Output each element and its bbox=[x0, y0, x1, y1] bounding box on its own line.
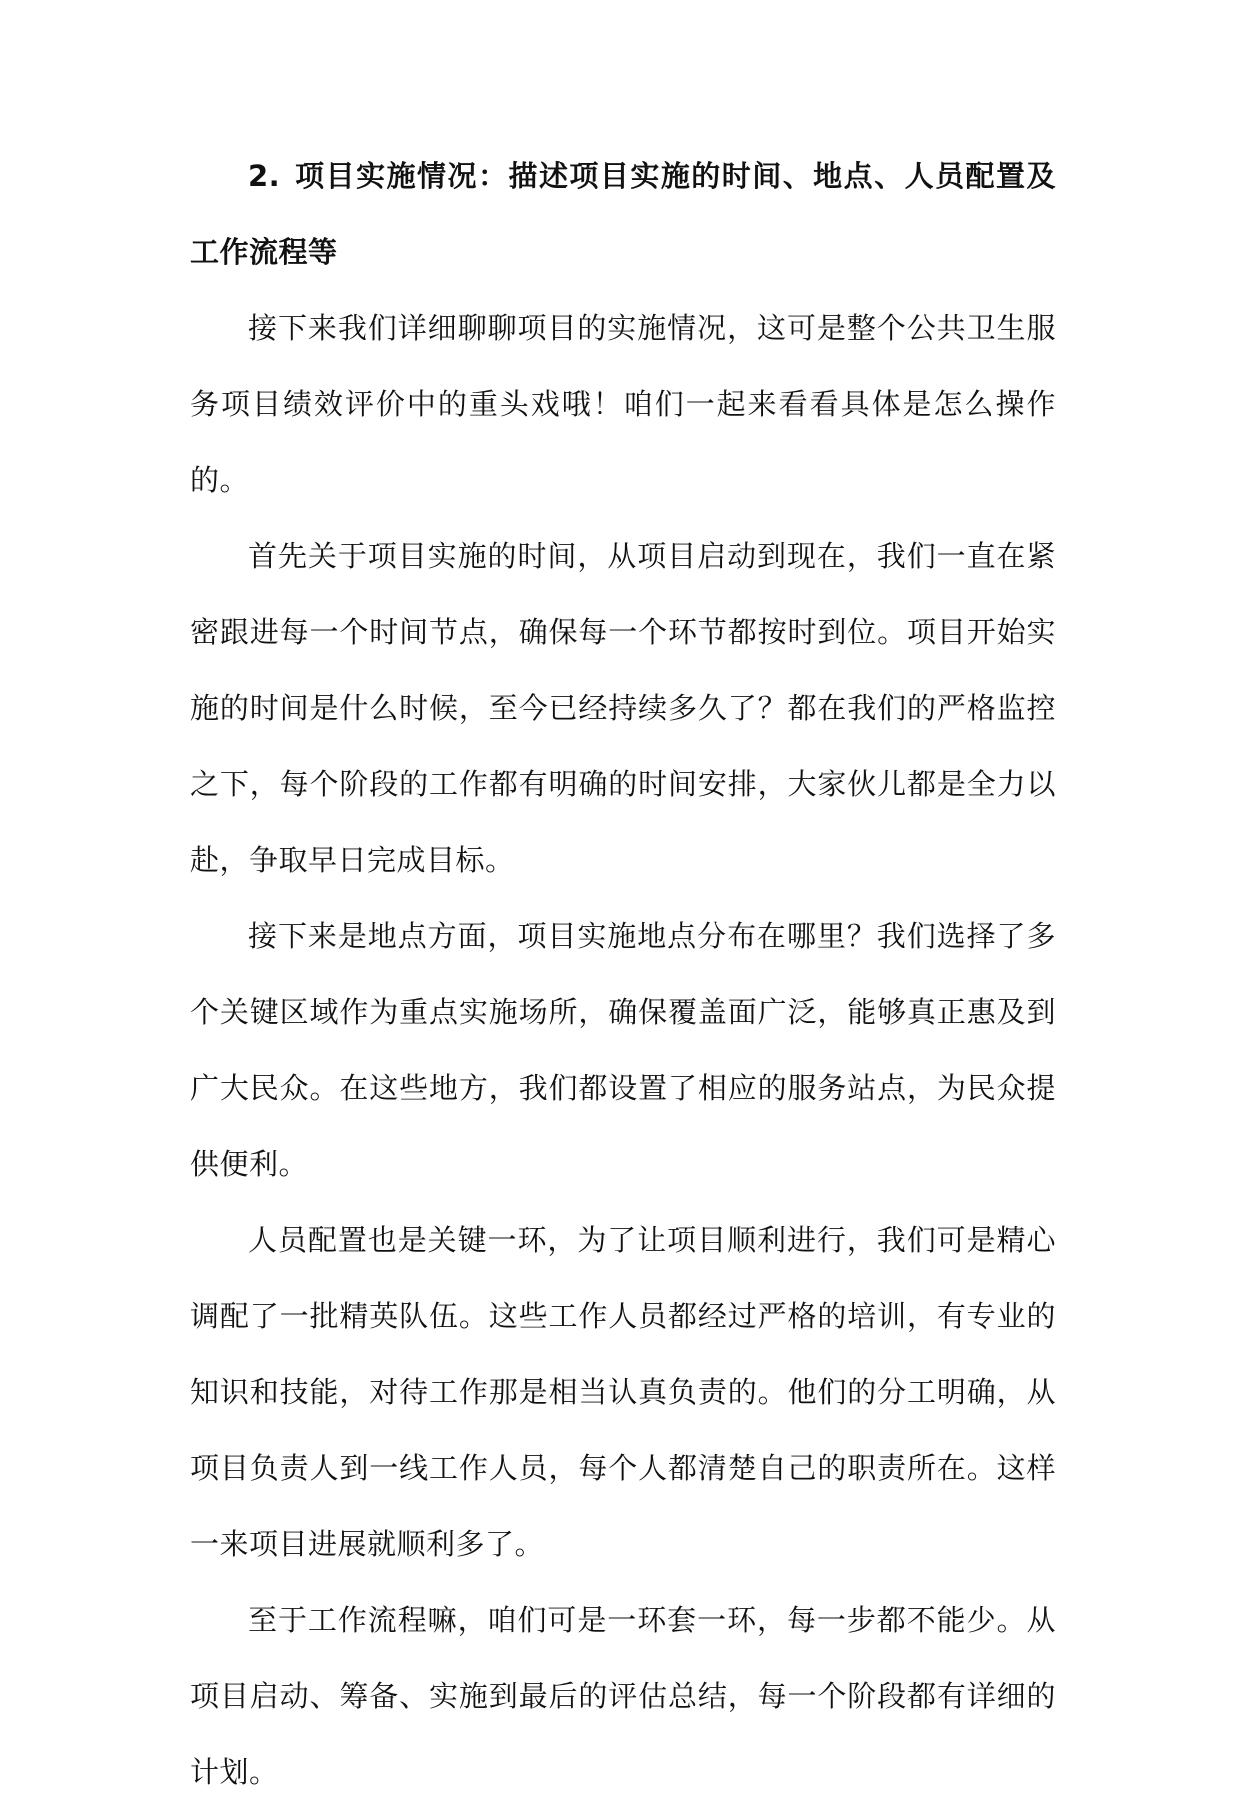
paragraph-time: 首先关于项目实施的时间，从项目启动到现在，我们一直在紧密跟进每一个时间节点，确保每一个环节都按时到位。项目开始实施的时间是什么时候，至今已经持续多久了？都在我们的严格监控之下，每个阶段的工作都有明确的时间安排，大家伙儿都是全力以赴，争取早日完成目标。 bbox=[190, 539, 1056, 877]
paragraph-intro: 接下来我们详细聊聊项目的实施情况，这可是整个公共卫生服务项目绩效评价中的重头戏哦！咱们一起来看看具体是怎么操作的。 bbox=[190, 311, 1056, 497]
document-body bbox=[190, 138, 1056, 1810]
section-number: 2. bbox=[248, 159, 281, 193]
section-heading bbox=[190, 138, 1056, 290]
section-heading-text: 项目实施情况：描述项目实施的时间、地点、人员配置及工作流程等 bbox=[190, 159, 1056, 269]
paragraph-workflow: 至于工作流程嘛，咱们可是一环套一环，每一步都不能少。从项目启动、筹备、实施到最后的评估总结，每一个阶段都有详细的计划。 bbox=[190, 1603, 1056, 1789]
paragraph-location: 接下来是地点方面，项目实施地点分布在哪里？我们选择了多个关键区域作为重点实施场所，确保覆盖面广泛，能够真正惠及到广大民众。在这些地方，我们都设置了相应的服务站点，为民众提供便利。 bbox=[190, 919, 1056, 1181]
paragraph-staffing: 人员配置也是关键一环，为了让项目顺利进行，我们可是精心调配了一批精英队伍。这些工作人员都经过严格的培训，有专业的知识和技能，对待工作那是相当认真负责的。他们的分工明确，从项目负责人到一线工作人员，每个人都清楚自己的职责所在。这样一来项目进展就顺利多了。 bbox=[190, 1223, 1056, 1561]
